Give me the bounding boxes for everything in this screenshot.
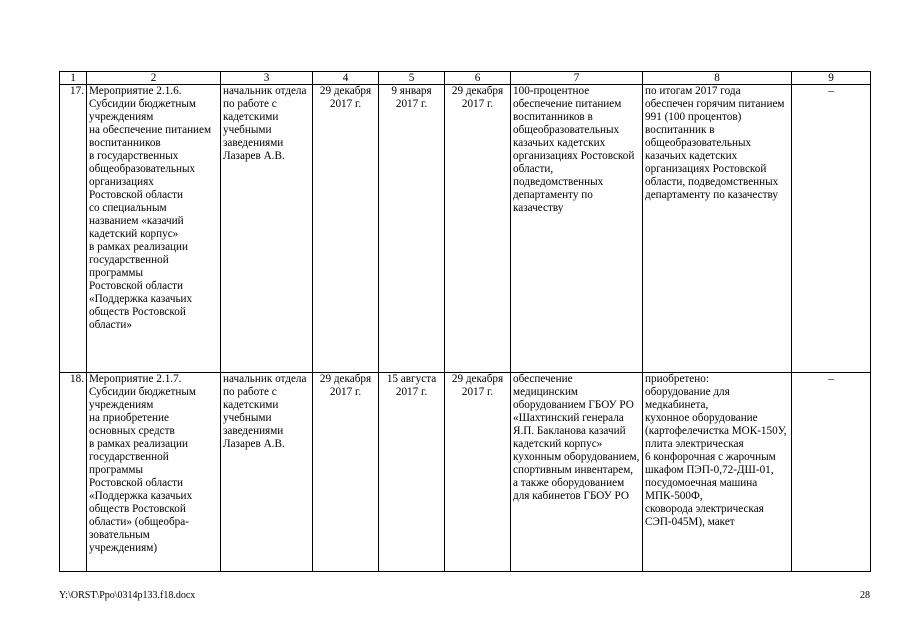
event-cell [87, 373, 221, 572]
column-number: 5 [379, 72, 445, 85]
achieved-result: приобретено: оборудование для медкабинета, кухонное оборудование (картофелечистка МОК-150У, плита электрическая 6 конфорочная с жарочным шкафом ПЭП-0,72-ДШ-01, посудомоечная машина МПК-500Ф, сковорода электрическая СЭП-045М), макет [645, 373, 787, 528]
row-number: 18. [60, 373, 87, 572]
page-number: 28 [860, 590, 870, 601]
column-number: 9 [792, 72, 871, 85]
responsible-person: начальник отдела по работе с кадетскими учебными заведениями Лазарев А.В. [221, 85, 313, 373]
column-number: 3 [221, 72, 313, 85]
column-number: 8 [643, 72, 792, 85]
actual-date: 29 декабря 2017 г. [445, 373, 511, 572]
event-name: Мероприятие 2.1.6. Субсидии бюджетным учреждениям на обеспечение питанием воспитанников в государственных общеобразовательных организациях Ростовской области со специальным названием «казачий кадетский корпус» в рамках реализации государственной программы Ростовской области «Поддержка казачьих обществ Ростовской области» [87, 85, 221, 373]
expected-cell [511, 373, 643, 572]
note: – [792, 85, 871, 373]
plan-end-date: 15 августа 2017 г. [379, 373, 445, 572]
responsible-person: начальник отдела по работе с кадетскими учебными заведениями Лазарев А.В. [223, 373, 307, 450]
table-row [60, 373, 871, 572]
column-number: 2 [87, 72, 221, 85]
achieved-result: по итогам 2017 года обеспечен горячим питанием 991 (100 процентов) воспитанник в общеобразовательных казачьих кадетских организациях Ростовской области, подведомственных департаменту по казачеству [643, 85, 792, 373]
row-number: 17. [60, 85, 87, 373]
plan-start-date: 29 декабря 2017 г. [313, 85, 379, 373]
column-number-row [60, 72, 871, 85]
file-path: Y:\ORST\Ppo\0314p133.f18.docx [59, 590, 196, 601]
note: – [792, 373, 871, 572]
achieved-cell [643, 373, 792, 572]
table-row [60, 85, 871, 373]
column-number: 4 [313, 72, 379, 85]
expected-result: 100-процентное обеспечение питанием воспитанников в общеобразовательных казачьих кадетских организациях Ростовской области, подведомственных департаменту по казачеству [511, 85, 643, 373]
responsible-cell [221, 373, 313, 572]
column-number: 1 [60, 72, 87, 85]
actual-date: 29 декабря 2017 г. [445, 85, 511, 373]
expected-result: обеспечение медицинским оборудованием ГБОУ РО «Шахтинский генерала Я.П. Бакланова казачий кадетский корпус» кухонным оборудованием, спортивным инвентарем, а также оборудованием для кабинетов ГБОУ РО [513, 373, 640, 502]
column-number: 6 [445, 72, 511, 85]
plan-end-date: 9 января 2017 г. [379, 85, 445, 373]
column-number: 7 [511, 72, 643, 85]
event-name: Мероприятие 2.1.7. Субсидии бюджетным учреждениям на приобретение основных средств в рамках реализации государственной программы Ростовской области «Поддержка казачьих обществ Ростовской области» (общеобра-зовательным учреждениям) [89, 373, 196, 554]
document-table [59, 71, 871, 572]
plan-start-date: 29 декабря 2017 г. [313, 373, 379, 572]
